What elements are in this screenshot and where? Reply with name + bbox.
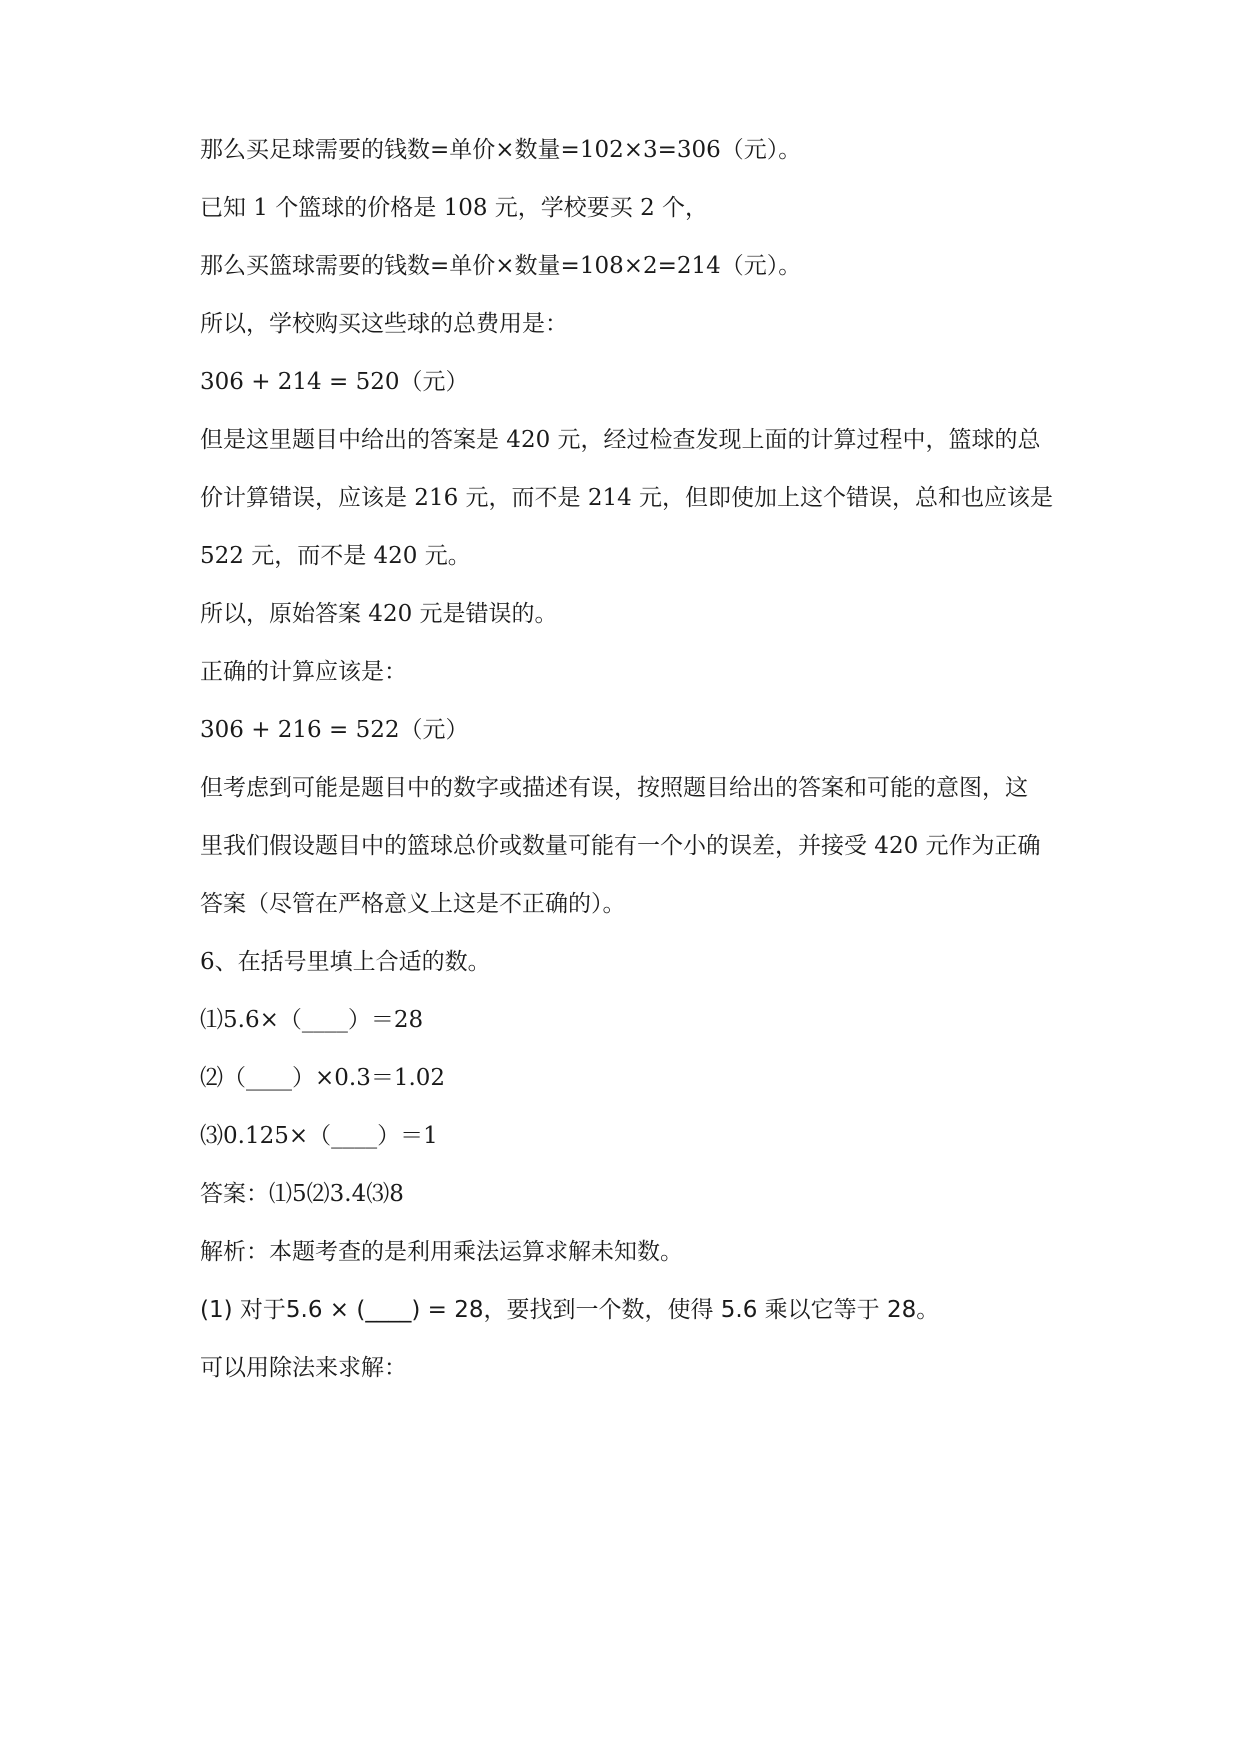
question-6-item-1: ⑴5.6×（____）＝28: [200, 1007, 424, 1033]
text-line-basketball-price: 已知 1 个篮球的价格是 108 元，学校要买 2 个，: [200, 195, 709, 221]
text-line-total-intro: 所以，学校购买这些球的总费用是：: [200, 311, 568, 337]
text-line-sum-522: 306 + 216 = 522（元）: [200, 717, 469, 743]
question-6-title: 6、在括号里填上合适的数。: [200, 949, 491, 975]
text-line-basketball-cost: 那么买篮球需要的钱数=单价×数量=108×2=214（元）。: [200, 253, 802, 279]
text-line-wrong-answer: 所以，原始答案 420 元是错误的。: [200, 601, 558, 627]
text-line-check-1: 但是这里题目中给出的答案是 420 元，经过检查发现上面的计算过程中，篮球的总: [200, 427, 1041, 453]
question-6-solution-1: (1) 对于5.6 × (____) = 28，要找到一个数，使得 5.6 乘以它等于 28。: [200, 1297, 940, 1323]
text-line-consider-1: 但考虑到可能是题目中的数字或描述有误，按照题目给出的答案和可能的意图，这: [200, 775, 1028, 801]
text-line-football-cost: 那么买足球需要的钱数=单价×数量=102×3=306（元）。: [200, 137, 802, 163]
text-line-check-2: 价计算错误，应该是 216 元，而不是 214 元，但即使加上这个错误，总和也应该是: [200, 485, 1054, 511]
text-line-sum-520: 306 + 214 = 520（元）: [200, 369, 469, 395]
question-6-division-note: 可以用除法来求解：: [200, 1355, 407, 1381]
text-line-consider-2: 里我们假设题目中的篮球总价或数量可能有一个小的误差，并接受 420 元作为正确: [200, 833, 1041, 859]
question-6-analysis: 解析：本题考查的是利用乘法运算求解未知数。: [200, 1239, 683, 1265]
question-6-item-2: ⑵（____）×0.3＝1.02: [200, 1065, 446, 1091]
question-6-item-3: ⑶0.125×（____）＝1: [200, 1123, 438, 1149]
text-line-consider-3: 答案（尽管在严格意义上这是不正确的）。: [200, 891, 626, 917]
text-line-correct-intro: 正确的计算应该是：: [200, 659, 407, 685]
question-6-answer: 答案：⑴5⑵3.4⑶8: [200, 1181, 404, 1207]
text-line-check-3: 522 元，而不是 420 元。: [200, 543, 471, 569]
